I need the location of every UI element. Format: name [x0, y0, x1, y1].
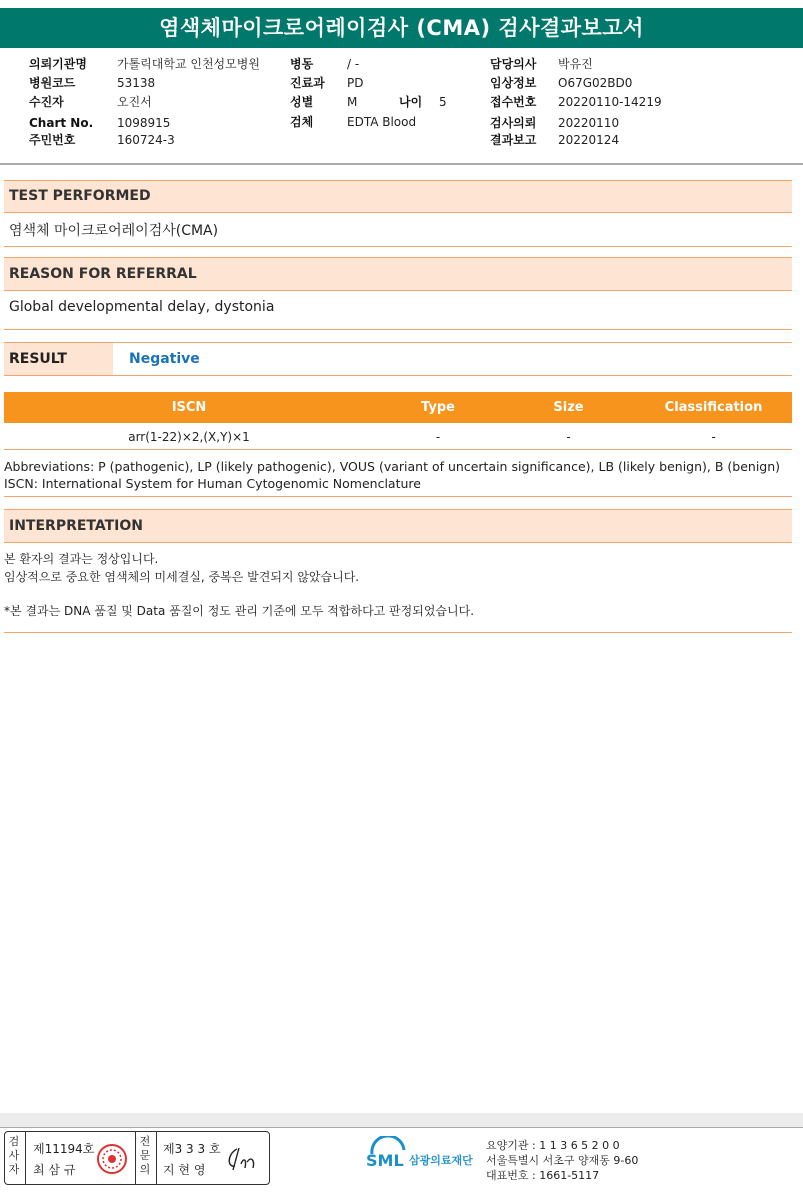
- sml-logo-icon: [366, 1136, 410, 1176]
- interpretation-line: 임상적으로 중요한 염색체의 미세결실, 중복은 발견되지 않았습니다.: [4, 570, 360, 584]
- box-divider: [135, 1132, 136, 1184]
- footer-band: [0, 1113, 803, 1127]
- org-address: [486, 1138, 638, 1183]
- abbreviations: [4, 458, 780, 492]
- examiner-number: 제11194호: [33, 1142, 95, 1156]
- header-col2: [290, 55, 447, 132]
- specialist-name: 지 현 영: [163, 1163, 206, 1177]
- col-header-iscn: ISCN: [171, 400, 207, 415]
- col-header-classification: Classification: [664, 400, 763, 415]
- section-interpretation: INTERPRETATION: [4, 509, 792, 543]
- col-header-type: Type: [421, 400, 455, 415]
- sml-logo: [366, 1136, 473, 1180]
- value-report-date: 20220124: [558, 133, 620, 147]
- signature-box: [4, 1131, 270, 1185]
- org-name: 삼광의료재단: [409, 1154, 473, 1167]
- value-resident-no: 160724-3: [117, 133, 175, 147]
- iscn-definition-line: ISCN: International System for Human Cytogenomic Nomenclature: [4, 476, 421, 491]
- iscn-table-header: [4, 392, 792, 423]
- specialist-label: [138, 1135, 152, 1177]
- cell-iscn: arr(1-22)×2,(X,Y)×1: [128, 430, 250, 444]
- abbreviations-line: Abbreviations: P (pathogenic), LP (likely pathogenic), VOUS (variant of uncertain significance), LB (likely benign), B (benign): [4, 459, 781, 474]
- vert-char: 문: [139, 1149, 151, 1162]
- vert-char: 의: [139, 1163, 151, 1176]
- value-specimen: EDTA Blood: [347, 115, 417, 129]
- label-resident-no: 주민번호: [29, 133, 76, 147]
- value-department: PD: [347, 76, 364, 90]
- value-age: 5: [439, 95, 447, 109]
- value-receipt-no: 20220110-14219: [558, 95, 662, 109]
- value-doctor: 박유진: [558, 57, 593, 71]
- box-divider: [25, 1132, 26, 1184]
- header-col3: [490, 55, 662, 150]
- label-report-date: 결과보고: [490, 133, 537, 147]
- col-header-size: Size: [553, 400, 584, 415]
- interpretation-note: *본 결과는 DNA 품질 및 Data 품질이 정도 관리 기준에 모두 적합하다고 판정되었습니다.: [4, 604, 475, 618]
- vert-char: 검: [8, 1135, 20, 1148]
- label-request-date: 검사의뢰: [490, 116, 537, 130]
- test-performed-value: 염색체 마이크로어레이검사(CMA): [9, 223, 219, 239]
- vert-char: 자: [8, 1163, 20, 1176]
- section-reason-for-referral: REASON FOR REFERRAL: [4, 257, 792, 291]
- value-request-date: 20220110: [558, 116, 620, 130]
- section-test-performed: TEST PERFORMED: [4, 180, 792, 213]
- examiner-name: 최 삼 규: [33, 1163, 76, 1177]
- logo-wordmark: SML: [366, 1151, 404, 1170]
- cell-classification: -: [711, 430, 716, 444]
- specialist-number: 제3 3 3 호: [163, 1142, 221, 1156]
- vert-char: 사: [8, 1149, 20, 1162]
- label-specimen: 검체: [290, 115, 314, 129]
- result-row: [4, 342, 792, 376]
- interpretation-line: 본 환자의 결과는 정상입니다.: [4, 552, 159, 566]
- vert-char: 전: [139, 1135, 151, 1148]
- value-ward: / -: [347, 57, 360, 71]
- header-col1: [29, 55, 260, 150]
- divider: [4, 632, 792, 633]
- header-divider: [0, 163, 803, 165]
- value-clinical-info: O67G02BD0: [558, 76, 633, 90]
- seal-stamp-icon: [97, 1142, 127, 1176]
- value-patient: 오진서: [117, 95, 152, 109]
- value-institution: 가톨릭대학교 인천성모병원: [117, 57, 260, 71]
- examiner-label: [7, 1135, 21, 1177]
- label-receipt-no: 접수번호: [490, 95, 537, 109]
- address-line: 서울특별시 서초구 양재동 9-60: [486, 1154, 639, 1167]
- address-line: 요양기관 : 1 1 3 6 5 2 0 0: [486, 1139, 620, 1152]
- report-title: 염색체마이크로어레이검사 (CMA) 검사결과보고서: [0, 8, 803, 48]
- address-line: 대표번호 : 1661-5117: [486, 1169, 600, 1182]
- result-label: RESULT: [4, 343, 113, 375]
- referral-value: Global developmental delay, dystonia: [9, 299, 275, 315]
- divider: [4, 496, 792, 497]
- result-value: Negative: [129, 351, 200, 367]
- value-hospital-code: 53138: [117, 76, 156, 90]
- label-department: 진료과: [290, 76, 325, 90]
- value-sex: M: [347, 95, 358, 109]
- table-row: [4, 427, 792, 450]
- label-doctor: 담당의사: [490, 57, 537, 71]
- cell-size: -: [566, 430, 571, 444]
- interpretation-text: [4, 550, 474, 620]
- label-ward: 병동: [290, 57, 314, 71]
- label-hospital-code: 병원코드: [29, 76, 76, 90]
- footer-divider: [0, 1127, 803, 1128]
- divider: [4, 329, 792, 330]
- label-patient: 수진자: [29, 95, 64, 109]
- label-age: 나이: [399, 95, 423, 109]
- label-institution: 의뢰기관명: [29, 57, 87, 71]
- label-chart-no: Chart No.: [29, 116, 94, 130]
- label-clinical-info: 임상정보: [490, 76, 537, 90]
- label-sex: 성별: [290, 95, 314, 109]
- divider: [4, 246, 792, 247]
- value-chart-no: 1098915: [117, 116, 171, 130]
- signature-icon: [225, 1144, 261, 1174]
- cell-type: -: [435, 430, 441, 444]
- box-divider: [156, 1132, 157, 1184]
